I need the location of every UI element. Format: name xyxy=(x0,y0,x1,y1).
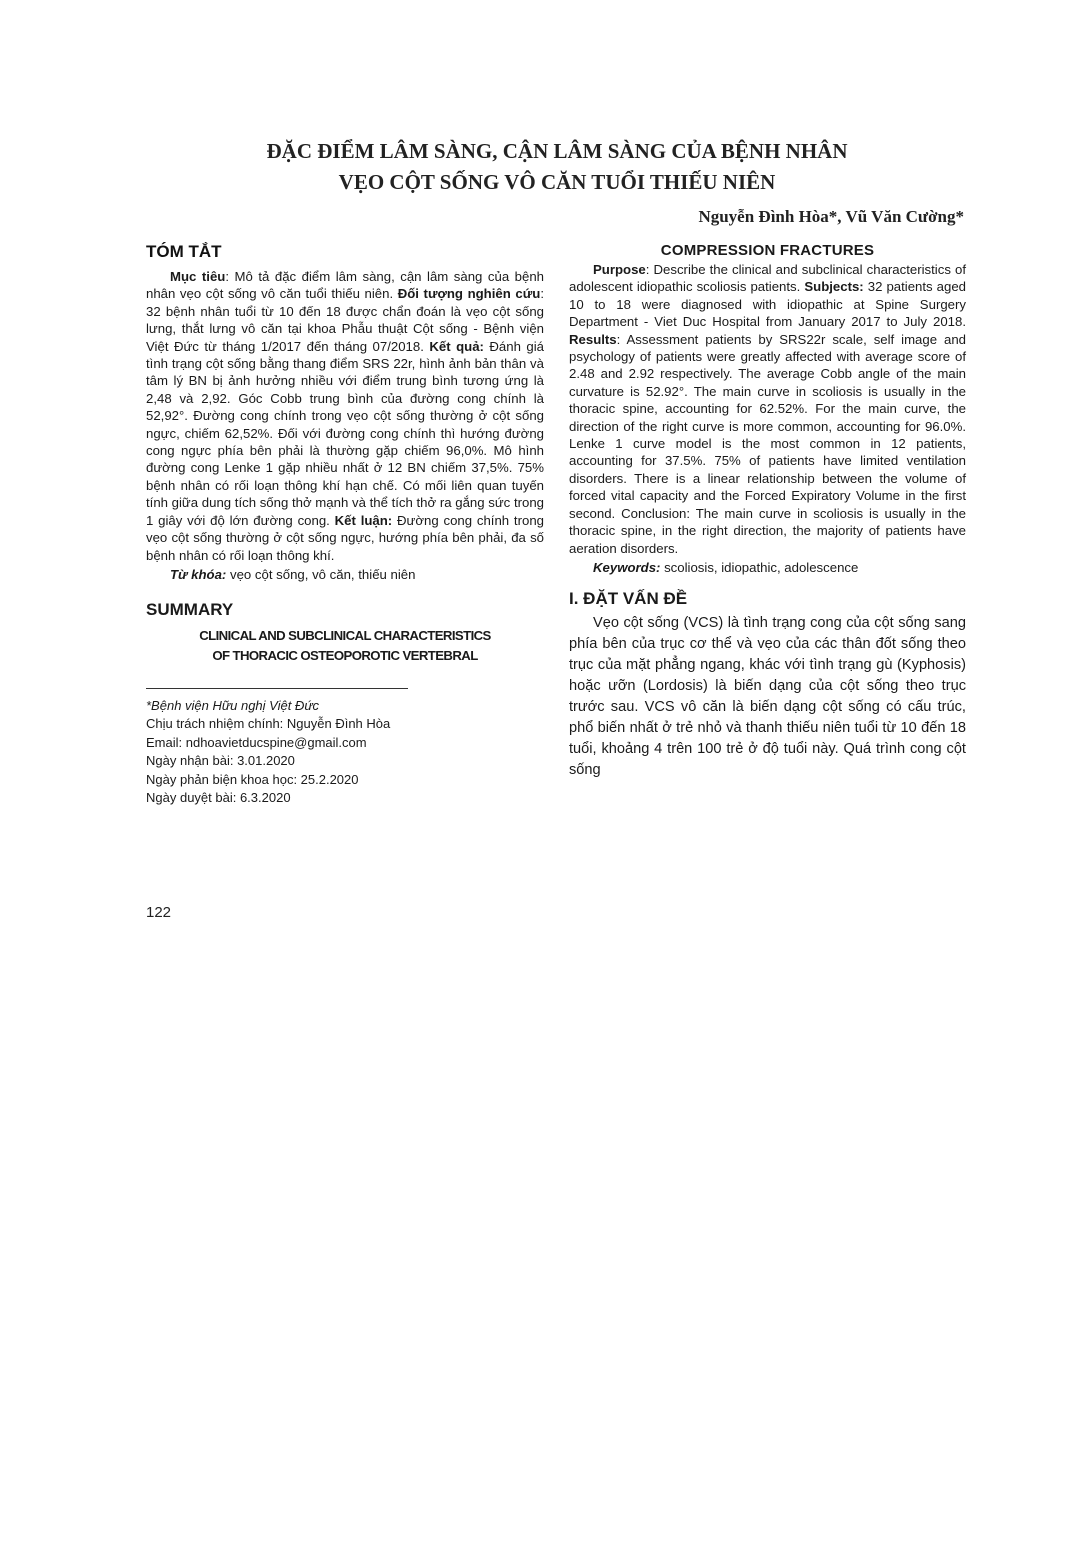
section-1-heading: I. ĐẶT VẤN ĐỀ xyxy=(569,588,688,608)
right-column xyxy=(569,242,966,781)
received-date: Ngày nhận bài: 3.01.2020 xyxy=(146,753,295,769)
tom-tat-heading: TÓM TẮT xyxy=(146,242,222,261)
keywords-en xyxy=(569,559,966,577)
keywords-label-vi: Từ khóa: xyxy=(170,566,227,582)
english-abstract xyxy=(569,261,966,557)
objective-label: Mục tiêu xyxy=(170,269,226,284)
keywords-text-en: scoliosis, idiopathic, adolescence xyxy=(660,559,859,575)
subjects-label-en: Subjects: xyxy=(804,279,864,295)
authors: Nguyễn Đình Hòa*, Vũ Văn Cường* xyxy=(698,207,964,226)
subjects-text-en: 32 patients aged 10 to 18 were diagnosed with idiopathic at Spine Surgery Department - Viet Duc Hospital from January 2017 to July 2018. xyxy=(569,279,967,330)
results-text-vi: Đánh giá tình trạng cột sống bằng thang điểm SRS 22r, hình ảnh bản thân và tâm lý BN bị ảnh hưởng nhiều với điểm trung bình tương ứng là 2,48 và 2,92. Góc Cobb trung bình của đường cong chính là 52,92°. Đường cong chính trong vẹo cột sống thường ở cột sống ngực, chiếm 62,52%. Đối với đường cong chính thì hướng đường cong ngực phía bên phải là thường gặp chiếm 96,0%. Mô hình đường cong Lenke 1 gặp nhiều nhất ở 12 BN chiếm 37,5%. 75% bệnh nhân có rối loạn thông khí hạn chế. Có mối liên quan tuyến tính giữa dung tích sống thở mạnh và thể tích thở ra gắng sức trong 1 giây với độ lớn đường cong. xyxy=(146,338,545,528)
english-title-line-2: OF THORACIC OSTEOPOROTIC VERTEBRAL xyxy=(212,647,478,663)
results-label-vi: Kết quả: xyxy=(429,338,484,354)
keywords-text-vi: vẹo cột sống, vô căn, thiếu niên xyxy=(226,566,416,582)
subjects-text-vi: : 32 bệnh nhân tuổi từ 10 đến 18 được chẩn đoán là vẹo cột sống lưng, thắt lưng vô căn tại khoa Phẫu thuật Cột sống - Bệnh viện Việt Đức từ tháng 1/2017 đến tháng 07/2018. xyxy=(146,286,544,354)
keywords-label-en: Keywords: xyxy=(593,559,661,575)
approval-date: Ngày duyệt bài: 6.3.2020 xyxy=(146,789,291,805)
conclusion-label-vi: Kết luận: xyxy=(334,512,393,528)
results-text-en: : Assessment patients by SRS22r scale, self image and psychology of patients were greatly affected with average score of 2.48 and 2.92 respectively. The average Cobb angle of the main curvature is 52.92°. The main curve in scoliosis is usually in the thoracic spine, accounting for 62.52%. For the main curve, the direction of the right curve is more common, accounting for 96.0%. Lenke 1 curve model is the most common in 12 patients, accounting for 37.5%. 75% of patients have limited ventilation disorders. There is a linear relationship between the volume of forced vital capacity and the Forced Expiratory Volume in the first second. Conclusion: The main curve in scoliosis is usually in the thoracic spine, in the right direction, the majority of patients have aeration disorders. xyxy=(569,331,966,556)
subjects-label-vi: Đối tượng nghiên cứu xyxy=(397,286,541,302)
english-title xyxy=(146,626,544,666)
english-title-line-1: CLINICAL AND SUBCLINICAL CHARACTERISTICS xyxy=(199,627,491,643)
objective-text: : Mô tả đặc điểm lâm sàng, cận lâm sàng của bệnh nhân vẹo cột sống vô căn tuổi thiếu niên. xyxy=(146,269,545,302)
paper-title xyxy=(150,136,964,198)
left-column xyxy=(146,242,544,807)
page-number: 122 xyxy=(146,904,172,921)
review-date: Ngày phản biện khoa học: 25.2.2020 xyxy=(146,771,359,787)
title-line-2: VẸO CỘT SỐNG VÔ CĂN TUỔI THIẾU NIÊN xyxy=(338,170,776,194)
english-title-line-3: COMPRESSION FRACTURES xyxy=(660,242,875,259)
affiliation: *Bệnh viện Hữu nghị Việt Đức xyxy=(146,697,320,713)
keywords-vi xyxy=(146,566,544,584)
section-1-body: Vẹo cột sống (VCS) là tình trạng cong của cột sống sang phía bên của trục cơ thể và vẹo của các thân đốt sống theo trục của mặt phẳng ngang, khác với tình trạng gù (Kyphosis) hoặc ưỡn (Lordosis) là biến dạng của cột sống theo trục trước sau. VCS vô căn là biến dạng cột sống có cấu trúc, phổ biến nhất ở trẻ nhỏ và thanh thiếu niên tuổi từ 10 đến 18 tuổi, khoảng 4 trên 100 trẻ ở độ tuổi này. Quá trình cong cột sống xyxy=(569,614,966,778)
responsible-author: Chịu trách nhiệm chính: Nguyễn Đình Hòa xyxy=(146,716,391,732)
contact-email: Email: ndhoavietducspine@gmail.com xyxy=(146,734,367,750)
title-line-1: ĐẶC ĐIỂM LÂM SÀNG, CẬN LÂM SÀNG CỦA BỆNH NHÂN xyxy=(266,139,848,163)
results-label-en: Results xyxy=(569,331,617,347)
summary-heading: SUMMARY xyxy=(146,599,234,619)
vietnamese-abstract xyxy=(146,268,544,564)
footnote-divider xyxy=(146,688,408,689)
purpose-label: Purpose xyxy=(593,262,646,277)
conclusion-text-vi: Đường cong chính trong vẹo cột sống thường ở cột sống ngực, hướng phía bên phải, đa số bệnh nhân có rối loạn thông khí. xyxy=(146,512,544,563)
purpose-text: : Describe the clinical and subclinical characteristics of adolescent idiopathic scoliosis patients. xyxy=(569,262,966,295)
